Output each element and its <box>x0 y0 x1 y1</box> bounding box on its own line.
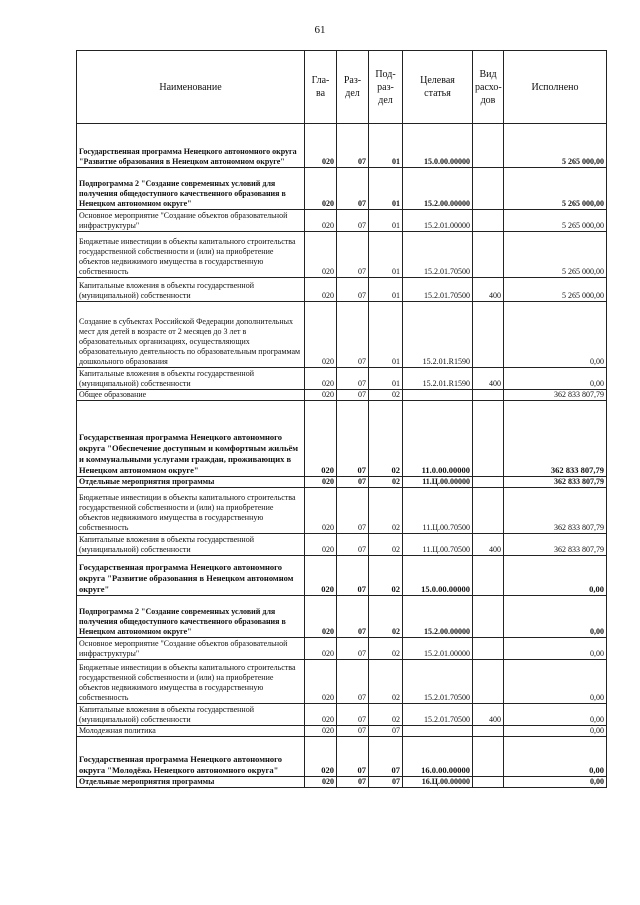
cell-section: 07 <box>337 737 369 777</box>
cell-name: Подпрограмма 2 "Создание современных условий для получения общедоступного качественного образования в Ненецком автономном округе" <box>77 596 305 638</box>
cell-subsection: 02 <box>369 390 403 401</box>
cell-name: Государственная программа Ненецкого автономного округа "Молодёжь Ненецкого автономного округа" <box>77 737 305 777</box>
cell-target: 15.0.00.00000 <box>403 556 473 596</box>
cell-executed: 5 265 000,00 <box>504 124 607 168</box>
header-subsection: Под- раз- дел <box>369 51 403 124</box>
cell-subsection: 02 <box>369 660 403 704</box>
cell-subsection: 02 <box>369 488 403 534</box>
cell-expense <box>473 737 504 777</box>
cell-subsection: 02 <box>369 596 403 638</box>
table-row <box>77 278 607 302</box>
cell-executed: 0,00 <box>504 726 607 737</box>
cell-target <box>403 726 473 737</box>
cell-subsection: 01 <box>369 368 403 390</box>
cell-section: 07 <box>337 726 369 737</box>
cell-subsection: 01 <box>369 278 403 302</box>
cell-target: 15.2.01.R1590 <box>403 302 473 368</box>
cell-subsection: 02 <box>369 704 403 726</box>
table-row <box>77 556 607 596</box>
cell-subsection: 01 <box>369 168 403 210</box>
cell-chapter: 020 <box>305 534 337 556</box>
cell-section: 07 <box>337 534 369 556</box>
cell-executed: 362 833 807,79 <box>504 401 607 477</box>
table-row <box>77 726 607 737</box>
cell-executed: 5 265 000,00 <box>504 168 607 210</box>
cell-subsection: 01 <box>369 124 403 168</box>
header-expense: Вид расхо- дов <box>473 51 504 124</box>
header-name: Наименование <box>77 51 305 124</box>
table-row <box>77 488 607 534</box>
cell-target: 15.2.01.70500 <box>403 660 473 704</box>
page-number: 61 <box>314 24 326 36</box>
table-row <box>77 368 607 390</box>
cell-executed: 0,00 <box>504 704 607 726</box>
cell-executed: 362 833 807,79 <box>504 390 607 401</box>
cell-chapter: 020 <box>305 660 337 704</box>
cell-executed: 362 833 807,79 <box>504 488 607 534</box>
cell-expense <box>473 556 504 596</box>
cell-expense <box>473 124 504 168</box>
table-row <box>77 401 607 477</box>
cell-target: 15.2.01.70500 <box>403 704 473 726</box>
cell-expense <box>473 390 504 401</box>
cell-target: 15.2.01.R1590 <box>403 368 473 390</box>
table-row <box>77 302 607 368</box>
cell-executed: 0,00 <box>504 302 607 368</box>
cell-section: 07 <box>337 596 369 638</box>
table-row <box>77 660 607 704</box>
cell-name: Государственная программа Ненецкого автономного округа "Обеспечение доступным и комфортным жильём и коммунальными услугами граждан, проживающих в Ненецком автономном округе" <box>77 401 305 477</box>
cell-name: Бюджетные инвестиции в объекты капитального строительства государственной собственности и (или) на приобретение объектов недвижимого имущества в государственную собственность <box>77 488 305 534</box>
cell-executed: 362 833 807,79 <box>504 477 607 488</box>
header-row <box>77 51 607 124</box>
cell-target: 16.Ц.00.00000 <box>403 777 473 788</box>
cell-executed: 5 265 000,00 <box>504 210 607 232</box>
cell-chapter: 020 <box>305 232 337 278</box>
cell-subsection: 02 <box>369 477 403 488</box>
cell-name: Отдельные мероприятия программы <box>77 777 305 788</box>
cell-subsection: 07 <box>369 726 403 737</box>
cell-expense: 400 <box>473 278 504 302</box>
header-executed: Исполнено <box>504 51 607 124</box>
cell-target <box>403 390 473 401</box>
cell-section: 07 <box>337 660 369 704</box>
cell-subsection: 02 <box>369 534 403 556</box>
cell-name: Капитальные вложения в объекты государственной (муниципальной) собственности <box>77 534 305 556</box>
cell-section: 07 <box>337 302 369 368</box>
cell-name: Отдельные мероприятия программы <box>77 477 305 488</box>
cell-subsection: 01 <box>369 302 403 368</box>
budget-table-wrap <box>76 50 607 788</box>
cell-target: 15.2.01.70500 <box>403 232 473 278</box>
cell-name: Общее образование <box>77 390 305 401</box>
header-target: Целевая статья <box>403 51 473 124</box>
cell-expense <box>473 660 504 704</box>
cell-target: 15.2.00.00000 <box>403 168 473 210</box>
cell-executed: 0,00 <box>504 596 607 638</box>
cell-chapter: 020 <box>305 401 337 477</box>
cell-expense <box>473 726 504 737</box>
cell-name: Молодежная политика <box>77 726 305 737</box>
cell-chapter: 020 <box>305 278 337 302</box>
cell-chapter: 020 <box>305 737 337 777</box>
cell-chapter: 020 <box>305 168 337 210</box>
table-row <box>77 704 607 726</box>
cell-chapter: 020 <box>305 556 337 596</box>
cell-chapter: 020 <box>305 368 337 390</box>
cell-expense <box>473 401 504 477</box>
cell-section: 07 <box>337 210 369 232</box>
cell-section: 07 <box>337 401 369 477</box>
cell-expense <box>473 232 504 278</box>
cell-name: Подпрограмма 2 "Создание современных условий для получения общедоступного качественного образования в Ненецком автономном округе" <box>77 168 305 210</box>
table-row <box>77 596 607 638</box>
cell-chapter: 020 <box>305 488 337 534</box>
header-section: Раз- дел <box>337 51 369 124</box>
table-row <box>77 124 607 168</box>
cell-executed: 0,00 <box>504 638 607 660</box>
cell-section: 07 <box>337 704 369 726</box>
cell-executed: 362 833 807,79 <box>504 534 607 556</box>
cell-target: 16.0.00.00000 <box>403 737 473 777</box>
cell-target: 11.0.00.00000 <box>403 401 473 477</box>
cell-section: 07 <box>337 368 369 390</box>
cell-expense <box>473 210 504 232</box>
cell-executed: 0,00 <box>504 777 607 788</box>
cell-chapter: 020 <box>305 638 337 660</box>
cell-name: Бюджетные инвестиции в объекты капитального строительства государственной собственности и (или) на приобретение объектов недвижимого имущества в государственную собственность <box>77 232 305 278</box>
cell-target: 15.2.00.00000 <box>403 596 473 638</box>
cell-chapter: 020 <box>305 477 337 488</box>
cell-expense <box>473 168 504 210</box>
cell-chapter: 020 <box>305 124 337 168</box>
cell-name: Основное мероприятие "Создание объектов образовательной инфраструктуры" <box>77 638 305 660</box>
cell-chapter: 020 <box>305 726 337 737</box>
cell-expense <box>473 638 504 660</box>
cell-subsection: 07 <box>369 737 403 777</box>
cell-target: 15.2.01.00000 <box>403 210 473 232</box>
cell-chapter: 020 <box>305 777 337 788</box>
table-row <box>77 210 607 232</box>
cell-subsection: 01 <box>369 210 403 232</box>
cell-section: 07 <box>337 168 369 210</box>
table-row <box>77 232 607 278</box>
cell-section: 07 <box>337 477 369 488</box>
cell-target: 15.0.00.00000 <box>403 124 473 168</box>
cell-chapter: 020 <box>305 302 337 368</box>
cell-executed: 0,00 <box>504 368 607 390</box>
cell-target: 11.Ц.00.70500 <box>403 488 473 534</box>
table-row <box>77 737 607 777</box>
cell-subsection: 07 <box>369 777 403 788</box>
cell-name: Капитальные вложения в объекты государственной (муниципальной) собственности <box>77 704 305 726</box>
cell-expense <box>473 488 504 534</box>
cell-executed: 0,00 <box>504 737 607 777</box>
cell-subsection: 02 <box>369 401 403 477</box>
cell-section: 07 <box>337 556 369 596</box>
cell-subsection: 02 <box>369 556 403 596</box>
table-row <box>77 477 607 488</box>
cell-section: 07 <box>337 278 369 302</box>
cell-executed: 0,00 <box>504 660 607 704</box>
table-row <box>77 777 607 788</box>
cell-name: Государственная программа Ненецкого автономного округа "Развитие образования в Ненецком автономном округе" <box>77 124 305 168</box>
cell-chapter: 020 <box>305 596 337 638</box>
table-row <box>77 168 607 210</box>
cell-section: 07 <box>337 777 369 788</box>
cell-name: Капитальные вложения в объекты государственной (муниципальной) собственности <box>77 278 305 302</box>
cell-name: Создание в субъектах Российской Федерации дополнительных мест для детей в возрасте от 2 месяцев до 3 лет в образовательных организациях, осуществляющих образовательную деятельность по образовательным программам дошкольного образования <box>77 302 305 368</box>
cell-section: 07 <box>337 638 369 660</box>
cell-section: 07 <box>337 124 369 168</box>
cell-name: Капитальные вложения в объекты государственной (муниципальной) собственности <box>77 368 305 390</box>
cell-chapter: 020 <box>305 390 337 401</box>
cell-name: Государственная программа Ненецкого автономного округа "Развитие образования в Ненецком автономном округе" <box>77 556 305 596</box>
cell-chapter: 020 <box>305 704 337 726</box>
cell-name: Бюджетные инвестиции в объекты капитального строительства государственной собственности и (или) на приобретение объектов недвижимого имущества в государственную собственность <box>77 660 305 704</box>
cell-name: Основное мероприятие "Создание объектов образовательной инфраструктуры" <box>77 210 305 232</box>
cell-section: 07 <box>337 232 369 278</box>
cell-section: 07 <box>337 390 369 401</box>
cell-target: 11.Ц.00.00000 <box>403 477 473 488</box>
cell-expense <box>473 477 504 488</box>
cell-target: 11.Ц.00.70500 <box>403 534 473 556</box>
cell-section: 07 <box>337 488 369 534</box>
table-row <box>77 534 607 556</box>
table-row <box>77 638 607 660</box>
table-body <box>77 124 607 788</box>
cell-subsection: 02 <box>369 638 403 660</box>
cell-target: 15.2.01.00000 <box>403 638 473 660</box>
cell-executed: 5 265 000,00 <box>504 232 607 278</box>
cell-executed: 0,00 <box>504 556 607 596</box>
cell-target: 15.2.01.70500 <box>403 278 473 302</box>
cell-expense <box>473 596 504 638</box>
cell-subsection: 01 <box>369 232 403 278</box>
cell-chapter: 020 <box>305 210 337 232</box>
budget-table <box>76 50 607 788</box>
cell-expense <box>473 777 504 788</box>
cell-expense <box>473 302 504 368</box>
cell-expense: 400 <box>473 704 504 726</box>
cell-executed: 5 265 000,00 <box>504 278 607 302</box>
header-chapter: Гла- ва <box>305 51 337 124</box>
cell-expense: 400 <box>473 534 504 556</box>
cell-expense: 400 <box>473 368 504 390</box>
table-row <box>77 390 607 401</box>
